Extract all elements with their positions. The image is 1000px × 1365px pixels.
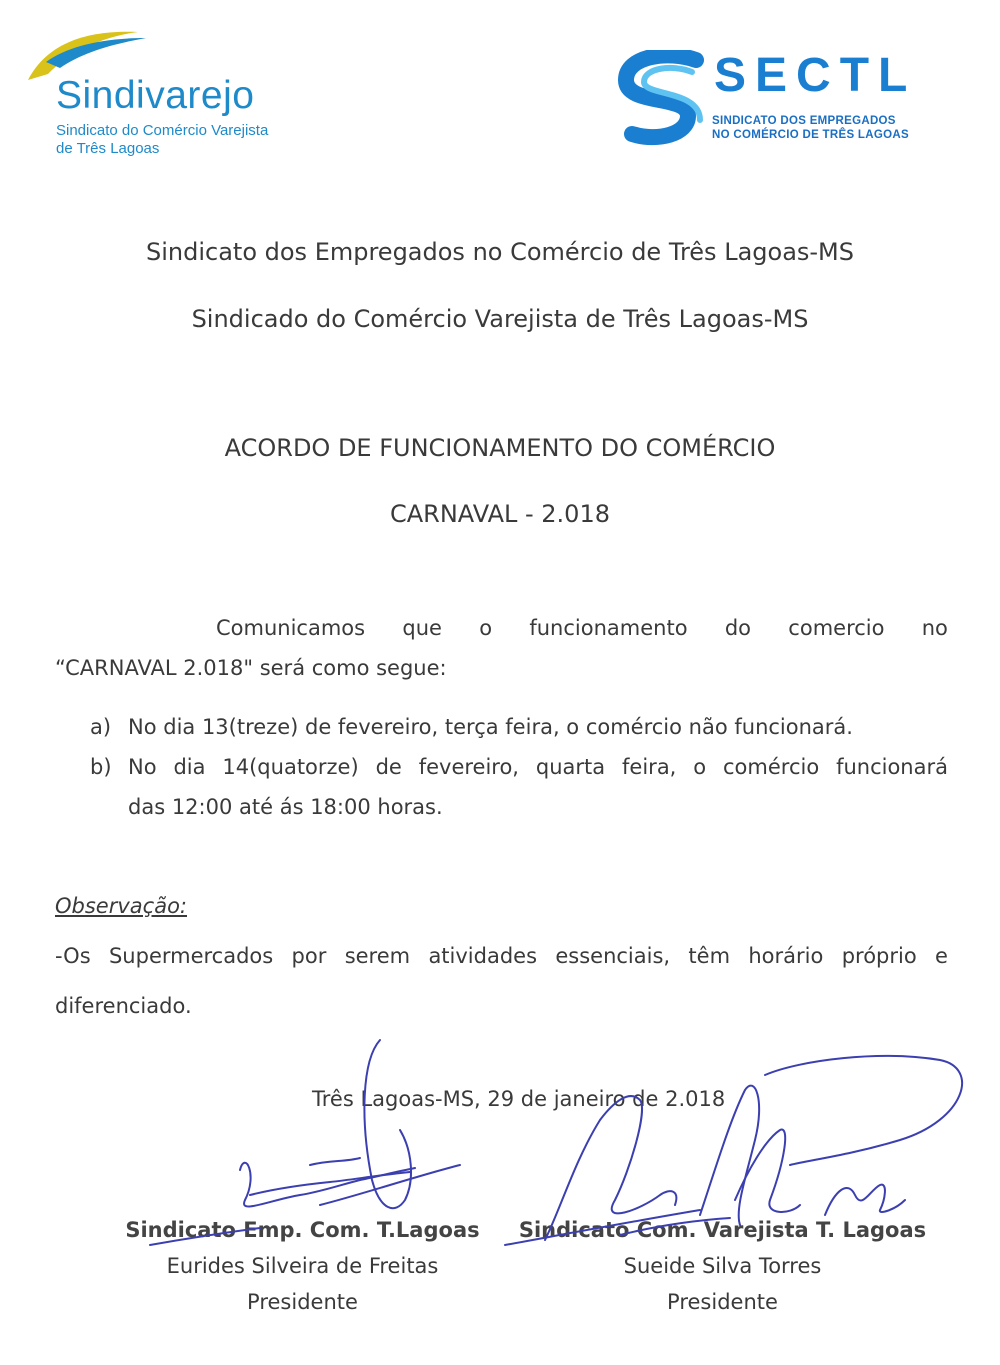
- signatory-org: Sindicato Com. Varejista T. Lagoas: [518, 1218, 927, 1242]
- word: de: [375, 755, 402, 779]
- word: comércio: [723, 755, 820, 779]
- word: por: [291, 944, 327, 968]
- header-line-2: Sindicado do Comércio Varejista de Três Lagoas-MS: [191, 305, 809, 333]
- word: No: [128, 755, 157, 779]
- word: atividades: [428, 944, 538, 968]
- list-marker: a): [90, 715, 112, 739]
- signatory-role: Presidente: [247, 1290, 358, 1314]
- sectl-subtitle-2: NO COMÉRCIO DE TRÊS LAGOAS: [712, 129, 909, 141]
- intro-line-2: “CARNAVAL 2.018" será como segue:: [55, 656, 447, 680]
- word: dia: [173, 755, 206, 779]
- word: serem: [344, 944, 411, 968]
- word: quarta: [535, 755, 606, 779]
- sindivarejo-subtitle-1: Sindicato do Comércio Varejista: [56, 122, 269, 139]
- observation-line-2: diferenciado.: [55, 994, 192, 1018]
- word: -Os: [55, 944, 91, 968]
- signatory-role: Presidente: [667, 1290, 778, 1314]
- signatory-org: Sindicato Emp. Com. T.Lagoas: [125, 1218, 480, 1242]
- word: feira,: [622, 755, 677, 779]
- word: fevereiro,: [418, 755, 519, 779]
- word: o: [479, 616, 493, 640]
- word: do: [724, 616, 752, 640]
- date-line: Três Lagoas-MS, 29 de janeiro de 2.018: [312, 1087, 726, 1111]
- observation-label: Observação:: [55, 894, 187, 918]
- word: e: [935, 944, 948, 968]
- word: 14(quatorze): [222, 755, 359, 779]
- word: Comunicamos: [216, 616, 366, 640]
- document-subtitle: CARNAVAL - 2.018: [390, 500, 610, 528]
- list-item-text: No dia 13(treze) de fevereiro, terça feira, o comércio não funcionará.: [128, 715, 853, 739]
- sindivarejo-brand: Sindivarejo: [56, 74, 255, 117]
- word: funcionará: [836, 755, 948, 779]
- word: essenciais,: [555, 944, 671, 968]
- word: que: [402, 616, 442, 640]
- word: Supermercados: [108, 944, 274, 968]
- sindivarejo-subtitle-2: de Três Lagoas: [56, 140, 160, 157]
- word: comercio: [788, 616, 885, 640]
- word: no: [921, 616, 948, 640]
- signatory-name: Sueide Silva Torres: [623, 1254, 822, 1278]
- word: horário: [748, 944, 824, 968]
- list-item-text-line-2: das 12:00 até ás 18:00 horas.: [128, 795, 443, 819]
- sectl-brand: SECTL: [714, 49, 917, 102]
- signatory-name: Eurides Silveira de Freitas: [166, 1254, 439, 1278]
- word: têm: [688, 944, 731, 968]
- word: próprio: [841, 944, 917, 968]
- word: funcionamento: [529, 616, 688, 640]
- list-marker: b): [90, 755, 112, 779]
- word: o: [693, 755, 707, 779]
- signature-left: [364, 1040, 411, 1208]
- header-line-1: Sindicato dos Empregados no Comércio de Três Lagoas-MS: [146, 238, 854, 266]
- document-title: ACORDO DE FUNCIONAMENTO DO COMÉRCIO: [224, 434, 776, 462]
- sectl-subtitle-1: SINDICATO DOS EMPREGADOS: [712, 115, 896, 127]
